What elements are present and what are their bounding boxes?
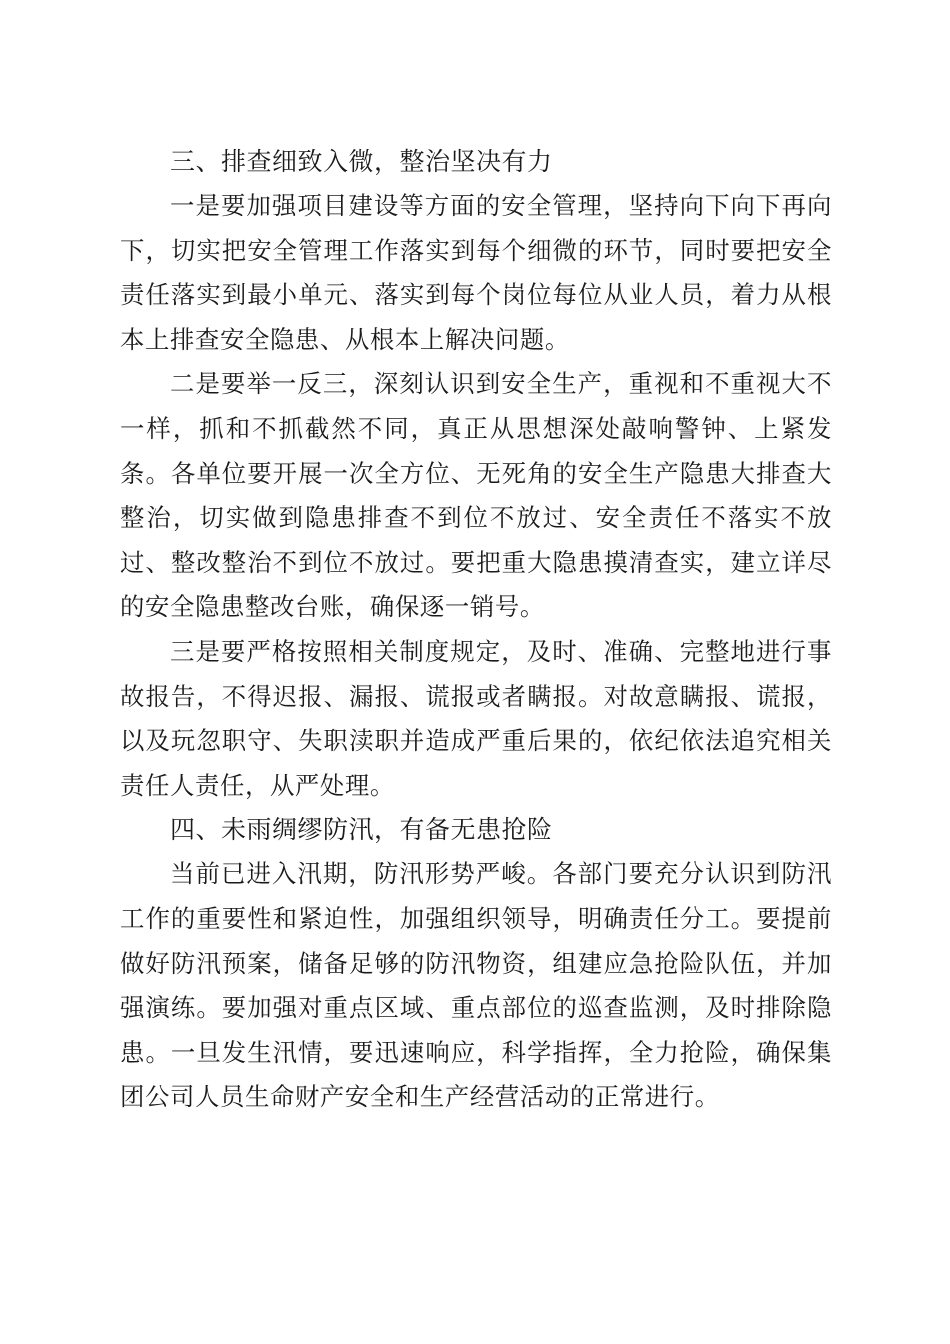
paragraph-flood-prevention: 当前已进入汛期，防汛形势严峻。各部门要充分认识到防汛工作的重要性和紧迫性，加强组织领导，明确责任分工。要提前做好防汛预案，储备足够的防汛物资，组建应急抢险队伍，并加强演练。要加强对重点区域、重点部位的巡查监测，及时排除隐患。一旦发生汛情，要迅速响应，科学指挥，全力抢险，确保集团公司人员生命财产安全和生产经营活动的正常进行。 — [120, 859, 832, 1112]
paragraph-hazard-inspection: 二是要举一反三，深刻认识到安全生产，重视和不重视大不一样，抓和不抓截然不同，真正从思想深处敲响警钟、上紧发条。各单位要开展一次全方位、无死角的安全生产隐患大排查大整治，切实做到隐患排查不到位不放过、安全责任不落实不放过、整改整治不到位不放过。要把重大隐患摸清查实，建立详尽的安全隐患整改台账，确保逐一销号。 — [120, 369, 832, 622]
section-heading-three: 三、排查细致入微，整治坚决有力 — [170, 147, 553, 176]
paragraph-accident-reporting: 三是要严格按照相关制度规定，及时、准确、完整地进行事故报告，不得迟报、漏报、谎报或者瞒报。对故意瞒报、谎报，以及玩忽职守、失职渎职并造成严重后果的，依纪依法追究相关责任人责任，从严处理。 — [120, 636, 832, 800]
document-body — [120, 140, 832, 1120]
paragraph-safety-management: 一是要加强项目建设等方面的安全管理，坚持向下向下再向下，切实把安全管理工作落实到每个细微的环节，同时要把安全责任落实到最小单元、落实到每个岗位每位从业人员，着力从根本上排查安全隐患、从根本上解决问题。 — [120, 191, 832, 354]
section-heading-four: 四、未雨绸缪防汛，有备无患抢险 — [170, 815, 553, 845]
